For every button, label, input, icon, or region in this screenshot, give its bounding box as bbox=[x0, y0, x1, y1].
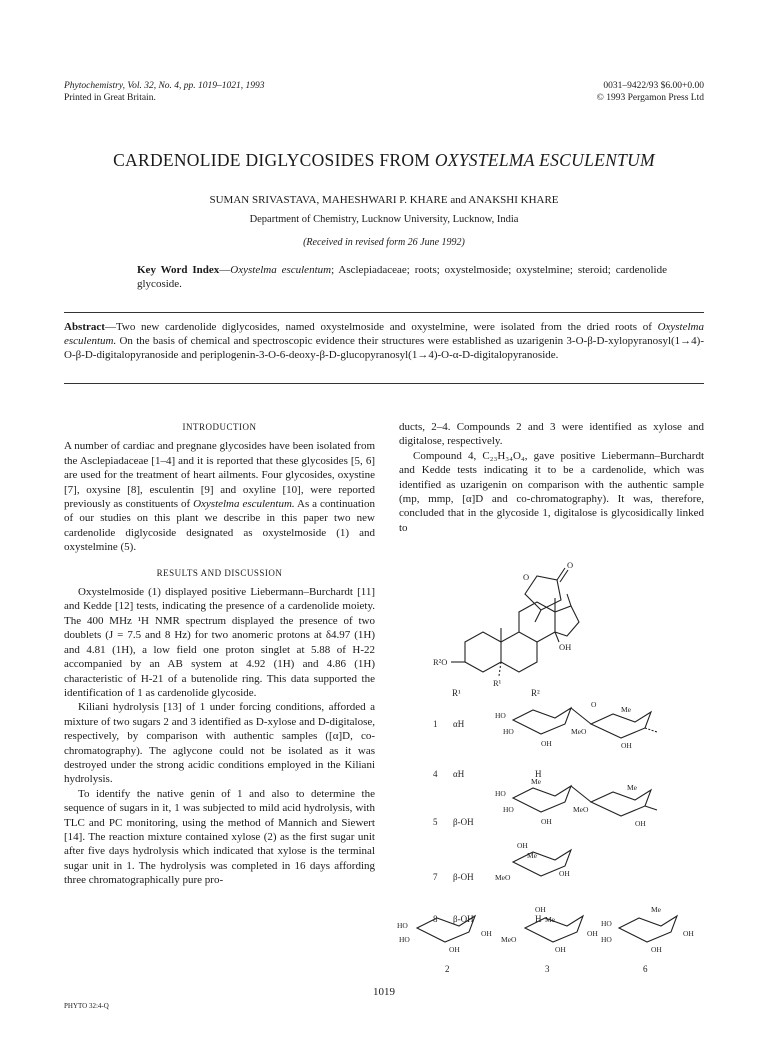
abstract-species: Oxystelma esculentum. bbox=[64, 321, 704, 347]
digitalose-ring-5 bbox=[591, 790, 651, 816]
label-meo: MeO bbox=[573, 805, 589, 814]
label-oh: OH bbox=[621, 741, 632, 750]
page-number: 1019 bbox=[373, 986, 395, 998]
label-meo: MeO bbox=[495, 873, 511, 882]
label-oh: OH bbox=[683, 929, 694, 938]
ring-a bbox=[465, 632, 501, 672]
right-column bbox=[399, 420, 704, 535]
label-me: Me bbox=[651, 905, 661, 914]
structure-figure bbox=[395, 562, 715, 980]
label-oh: OH bbox=[559, 869, 570, 878]
label-oh: OH bbox=[535, 905, 546, 914]
received-date: (Received in revised form 26 June 1992) bbox=[303, 237, 465, 248]
row-4-number: 4 bbox=[433, 769, 438, 779]
abstract bbox=[64, 320, 704, 362]
row-1-r1: αH bbox=[453, 719, 465, 729]
right-paragraph-2: Compound 4, C₂₃H₃₄O₄, gave positive Liebermann–Burchardt and Kedde tests indicating it to be a cardenolide, which was identified as uzarigenin on comparison with the authentic sample (mp, mmp, [α]D and co-chromatography). It was, therefore, concluded that in the glycoside 1, digitalose is glycosidically linked to bbox=[399, 449, 704, 534]
label-ho: HO bbox=[399, 935, 410, 944]
results-heading: RESULTS AND DISCUSSION bbox=[156, 567, 283, 578]
label-oh: OH bbox=[541, 817, 552, 826]
xylose-ring-1 bbox=[513, 708, 571, 734]
right-paragraph-1: ducts, 2–4. Compounds 2 and 3 were identified as xylose and digitalose, respectively. bbox=[399, 421, 704, 448]
label-ho: HO bbox=[601, 935, 612, 944]
ring-d bbox=[555, 606, 579, 636]
column-r1-heading: R¹ bbox=[452, 688, 461, 698]
label-ho: HO bbox=[397, 921, 408, 930]
c14-oh-label: OH bbox=[559, 642, 572, 652]
sugar-ring-6 bbox=[619, 916, 677, 942]
journal-citation bbox=[64, 80, 265, 104]
row-8-r2: H bbox=[535, 914, 542, 924]
r2o-label: R²O bbox=[433, 657, 448, 667]
copyright-line: © 1993 Pergamon Press Ltd bbox=[596, 93, 704, 103]
compound-number-2: 2 bbox=[445, 964, 450, 974]
publisher-info bbox=[597, 80, 704, 104]
intro-paragraph bbox=[64, 439, 375, 554]
label-oh: OH bbox=[449, 945, 460, 954]
results-paragraph-1: Oxystelmoside (1) displayed positive Liebermann–Burchardt [11] and Kedde [12] tests, indicating the presence of a cardenolide moiety. The 400 MHz ¹H NMR spectrum displayed the presence of two doublets (J = 7.5 and 8 Hz) for two anomeric protons at δ4.97 (1H) and 4.81 (1H), a low field one proton singlet at 5.88 of H-22 accompanied by an AB system at 4.92 (1H) and 4.86 (1H) characteristic of H-21 of a butenolide ring. This data supported the identification of 1 as cardenolide glycoside. bbox=[64, 586, 375, 699]
label-meo: MeO bbox=[571, 727, 587, 736]
left-column bbox=[64, 420, 375, 888]
label-ho: HO bbox=[601, 919, 612, 928]
label-ho: HO bbox=[495, 789, 506, 798]
label-oh: OH bbox=[651, 945, 662, 954]
digitalose-ring-1 bbox=[591, 712, 651, 738]
journal-line: Phytochemistry, Vol. 32, No. 4, pp. 1019–1021, 1993 bbox=[64, 81, 265, 91]
label-oh: OH bbox=[587, 929, 598, 938]
intro-text: A number of cardiac and pregnane glycosides have been isolated from the Asclepiadaceae [1–4] and it is reported that these glycosides [5, 6] are used for the treatment of heart ailments. Four glycosides, oxystine [7], oxysine [8], esculentin [9] and oxyline [10], were reported previously as constituents of bbox=[64, 440, 375, 511]
abstract-bottom-rule bbox=[64, 383, 704, 384]
glucose-ring-5 bbox=[513, 786, 571, 812]
r1-label: R¹ bbox=[493, 678, 502, 688]
compound-number-3: 3 bbox=[545, 964, 550, 974]
label-oh: OH bbox=[555, 945, 566, 954]
row-4-r1: αH bbox=[453, 769, 465, 779]
affiliation: Department of Chemistry, Lucknow University, Lucknow, India bbox=[249, 214, 519, 225]
ring-b bbox=[501, 632, 537, 672]
sugar-labels bbox=[397, 700, 694, 954]
row-5-number: 5 bbox=[433, 817, 438, 827]
intro-species: Oxystelma esculentum. bbox=[193, 498, 295, 511]
row-5-r1: β-OH bbox=[453, 817, 474, 827]
price-code: 0031–9422/93 $6.00+0.00 bbox=[603, 81, 704, 91]
title-species: OXYSTELMA ESCULENTUM bbox=[434, 150, 655, 170]
intro-heading: INTRODUCTION bbox=[182, 422, 257, 432]
keyword-species: Oxystelma esculentum bbox=[230, 264, 332, 276]
label-oh: OH bbox=[481, 929, 492, 938]
label-me: Me bbox=[545, 915, 555, 924]
results-paragraph-3: To identify the native genin of 1 and also to determine the sequence of sugars in it, 1 was subjected to mild acid hydrolysis, with TLC and PC monitoring, using the method of Mannich and Siewert [14]. The reaction mixture contained xylose (2) as the first sugar unit after five days hydrolysis which indicated that xylose is the terminal sugar unit in 1. The hydrolysis was completed in 16 days affording three chromatographically pure pro- bbox=[64, 787, 375, 887]
carbonyl-o-label: O bbox=[567, 562, 574, 570]
ring-o-label: O bbox=[523, 572, 530, 582]
intro-text-continued: As a continuation of our studies on this plant we describe in this paper two new cardenolide diglycoside designated as oxystelmoside (1) and oxystelmine (5). bbox=[64, 498, 375, 554]
abstract-top-rule bbox=[64, 312, 704, 313]
keyword-label: Key Word Index bbox=[137, 264, 220, 276]
abstract-text: —Two new cardenolide diglycosides, named oxystelmoside and oxystelmine, were isolated from the dried roots of bbox=[104, 321, 658, 333]
label-me: Me bbox=[531, 777, 541, 786]
print-code: PHYTO 32:4-Q bbox=[64, 1002, 109, 1010]
article-title bbox=[40, 150, 728, 171]
row-1-number: 1 bbox=[433, 719, 438, 729]
printed-line: Printed in Great Britain. bbox=[64, 93, 156, 103]
label-ho: HO bbox=[503, 805, 514, 814]
label-me: Me bbox=[527, 851, 537, 860]
compound-number-6: 6 bbox=[643, 964, 648, 974]
label-me: Me bbox=[627, 783, 637, 792]
row-8-number: 8 bbox=[433, 914, 438, 924]
label-ho: HO bbox=[503, 727, 514, 736]
compound-rows bbox=[433, 719, 542, 924]
label-oh: OH bbox=[541, 739, 552, 748]
abstract-label: Abstract bbox=[64, 321, 105, 333]
row-8-r1: β-OH bbox=[453, 914, 474, 924]
keyword-index: Key Word Index—Oxystelma esculentum; Asclepiadaceae; roots; oxystelmoside; oxystelmine; steroid; cardenolide glycoside. bbox=[137, 264, 667, 290]
row-7-r1: β-OH bbox=[453, 872, 474, 882]
steroid-skeleton bbox=[451, 568, 579, 676]
keyword-text: ; Asclepiadaceae; roots; oxystelmoside; oxystelmine; steroid; cardenolide glycoside. bbox=[137, 264, 667, 290]
label-oh: OH bbox=[517, 841, 528, 850]
results-paragraph-2: Kiliani hydrolysis [13] of 1 under forcing conditions, afforded a mixture of two sugars 2 and 3 identified as D-xylose and D-digitalose, respectively, by comparison with authentic samples ([α]D, co-chromatography). The aglycone could not be isolated as it was destroyed under the strong acidic conditions employed in the Kiliani hydrolysis. bbox=[64, 701, 375, 786]
ring-c bbox=[519, 602, 555, 642]
column-r2-heading: R² bbox=[531, 688, 540, 698]
abstract-text-continued: On the basis of chemical and spectroscopic evidence their structures were established as uzarigenin 3-O-β-D-xylopyranosyl(1→4)-O-β-D-digitalopyranoside and periplogenin-3-O-6-deoxy-β-D-glucopyranosyl(1→4)-O-α-D-digitalopyranoside. bbox=[64, 335, 704, 361]
label-o: O bbox=[591, 700, 597, 709]
author-list: SUMAN SRIVASTAVA, MAHESHWARI P. KHARE and ANAKSHI KHARE bbox=[209, 194, 559, 206]
title-main: CARDENOLIDE DIGLYCOSIDES FROM bbox=[113, 150, 435, 170]
row-4-r2: H bbox=[535, 769, 542, 779]
label-meo: MeO bbox=[501, 935, 517, 944]
label-oh: OH bbox=[635, 819, 646, 828]
row-7-number: 7 bbox=[433, 872, 438, 882]
label-me: Me bbox=[621, 705, 631, 714]
label-ho: HO bbox=[495, 711, 506, 720]
